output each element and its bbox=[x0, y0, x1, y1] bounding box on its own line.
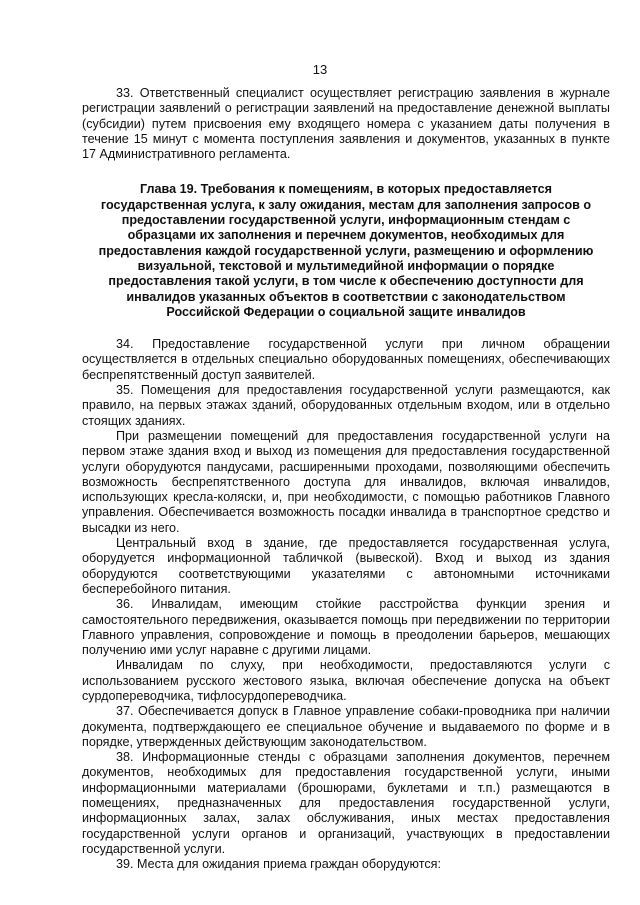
page-number: 13 bbox=[312, 62, 328, 77]
paragraph-36: 36. Инвалидам, имеющим стойкие расстройства функции зрения и самостоятельного передвижения, оказывается помощь при передвижении по территории Главного управления, сопровождение и помощь в преодолении барьеров, мешающих получению ими услуг наравне с другими лицами. bbox=[82, 597, 610, 658]
paragraph-39: 39. Места для ожидания приема граждан оборудуются: bbox=[116, 857, 441, 872]
paragraph-36-sign-language: Инвалидам по слуху, при необходимости, предоставляются услуги с использованием русского жестового языка, включая обеспечение допуска на объект сурдопереводчика, тифлосурдопереводчика. bbox=[82, 658, 610, 703]
paragraph-35-ramps: При размещении помещений для предоставления государственной услуги на первом этаже здания вход и выход из помещения для предоставления государственной услуги оборудуются пандусами, расширенными проходами, позволяющими обеспечить возможность беспрепятственного доступа для инвалидов, включая инвалидов, использующих кресла-коляски, и, при необходимости, с помощью работников Главного управления. Обеспечивается возможность посадки инвалида в транспортное средство и высадки из него. bbox=[82, 428, 610, 535]
paragraph-33: 33. Ответственный специалист осуществляет регистрацию заявления в журнале регистрации заявлений о регистрации заявлений на предоставление денежной выплаты (субсидии) путем присвоения ему входящего номера с указанием даты получения в течение 15 минут с момента поступления заявления и документов, указанных в пункте 17 Административного регламента. bbox=[82, 86, 610, 162]
paragraph-35: 35. Помещения для предоставления государственной услуги размещаются, как правило, на первых этажах зданий, оборудованных отдельным входом, или в отдельно стоящих зданиях. bbox=[82, 383, 610, 428]
paragraph-38: 38. Информационные стенды с образцами заполнения документов, перечнем документов, необходимых для предоставления государственной услуги, иными информационными материалами (брошюрами, буклетами и т.п.) размещаются в помещениях, предназначенных для предоставления государственной услуги, информационных залах, залах обслуживания, иных местах предоставления государственной услуги органов и организаций, участвующих в предоставлении государственной услуги. bbox=[82, 750, 610, 856]
paragraph-35-entrance-sign: Центральный вход в здание, где предоставляется государственная услуга, оборудуется информационной табличкой (вывеской). Вход и выход из здания оборудуются соответствующими указателями с автономными источниками бесперебойного питания. bbox=[82, 536, 610, 596]
paragraph-37: 37. Обеспечивается допуск в Главное управление собаки-проводника при наличии документа, подтверждающего ее специальное обучение и выдаваемого по форме и в порядке, утвержденных действующим законодательством. bbox=[82, 704, 610, 749]
paragraph-34: 34. Предоставление государственной услуги при личном обращении осуществляется в отдельных специально оборудованных помещениях, обеспечивающих беспрепятственный доступ заявителей. bbox=[82, 337, 610, 382]
chapter-heading: Глава 19. Требования к помещениям, в которых предоставляется государственная услуга, к залу ожидания, местам для заполнения запросов о предоставлении государственной услуги, информационным стендам с образцами их заполнения и перечнем документов, необходимых для предоставления каждой государственной услуги, размещению и оформлению визуальной, текстовой и мультимедийной информации о порядке предоставления такой услуги, в том числе к обеспечению доступности для инвалидов указанных объектов в соответствии с законодательством Российской Федерации о социальной защите инвалидов bbox=[98, 182, 594, 319]
document-body bbox=[82, 86, 610, 873]
